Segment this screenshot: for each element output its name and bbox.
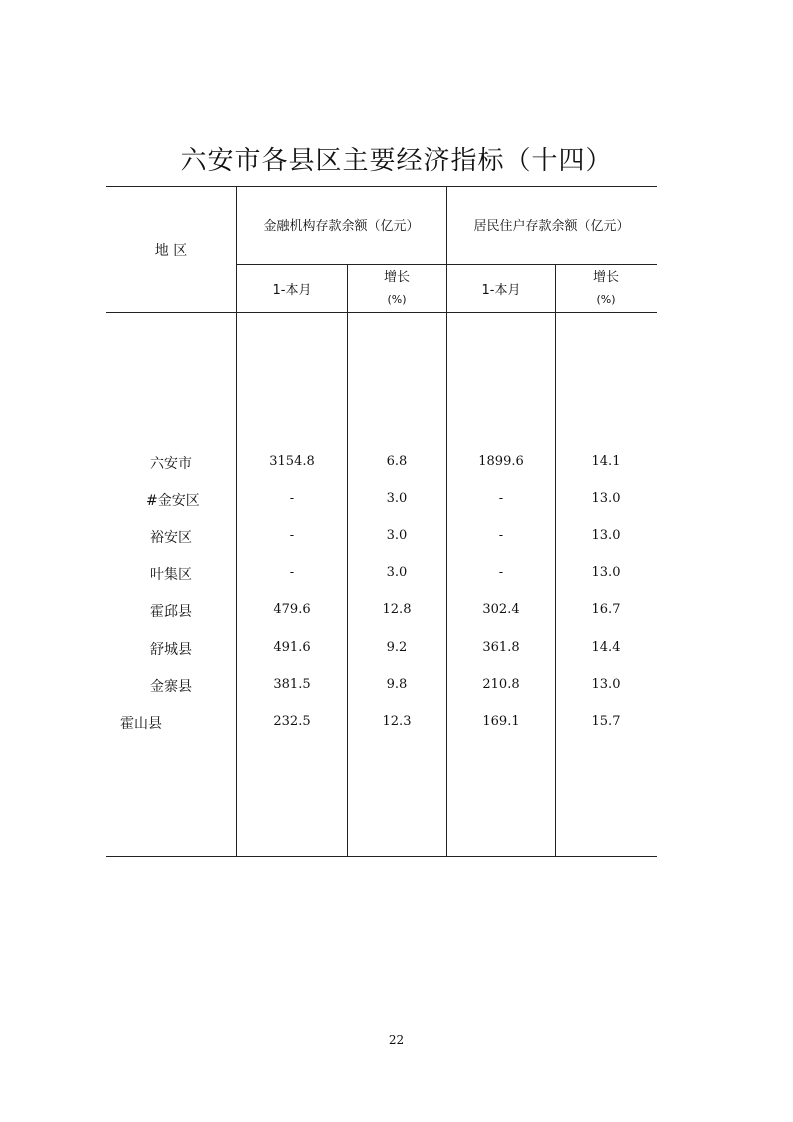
row-fin-value: 3154.8 <box>269 454 315 469</box>
row-region: #金安区 <box>146 493 200 509</box>
header-mid-rule <box>237 264 657 265</box>
header-financial-deposits: 金融机构存款余额（亿元） <box>263 219 420 234</box>
row-res-value: 1899.6 <box>478 454 524 469</box>
row-fin-growth: 9.2 <box>386 640 408 655</box>
row-fin-growth: 3.0 <box>386 491 408 506</box>
row-region: 霍山县 <box>120 716 162 732</box>
row-fin-growth: 12.8 <box>382 602 412 617</box>
row-fin-growth: 6.8 <box>386 454 408 469</box>
row-res-growth: 13.0 <box>591 677 621 692</box>
col-divider-4 <box>555 264 556 856</box>
row-region: 裕安区 <box>150 530 192 546</box>
col-divider-2 <box>347 264 348 856</box>
row-fin-growth: 3.0 <box>386 565 408 580</box>
row-res-growth: 13.0 <box>591 491 621 506</box>
header-res-growth <box>556 270 656 308</box>
row-region: 金寨县 <box>150 679 192 695</box>
row-region: 六安市 <box>150 456 192 472</box>
row-region: 舒城县 <box>150 642 192 658</box>
header-fin-growth-unit: (%) <box>387 293 407 306</box>
header-region: 地 区 <box>154 243 188 259</box>
page-number: 22 <box>388 1033 405 1047</box>
row-res-growth: 16.7 <box>591 602 621 617</box>
row-res-growth: 15.7 <box>591 714 621 729</box>
row-region: 霍邱县 <box>150 604 192 620</box>
header-bottom-rule <box>106 312 657 313</box>
table-top-rule <box>106 186 657 187</box>
header-fin-growth <box>348 270 446 308</box>
table-bottom-rule <box>106 856 657 857</box>
row-region: 叶集区 <box>150 567 192 583</box>
header-resident-deposits: 居民住户存款余额（亿元） <box>473 219 630 234</box>
row-fin-value: - <box>289 528 295 543</box>
row-res-growth: 13.0 <box>591 565 621 580</box>
header-fin-growth-label: 增长 <box>383 270 410 285</box>
page-title: 六安市各县区主要经济指标（十四） <box>180 146 613 176</box>
row-fin-growth: 12.3 <box>382 714 412 729</box>
row-fin-value: - <box>289 491 295 506</box>
row-fin-growth: 3.0 <box>386 528 408 543</box>
row-res-value: 302.4 <box>482 602 520 617</box>
row-fin-growth: 9.8 <box>386 677 408 692</box>
row-res-value: 169.1 <box>482 714 520 729</box>
row-res-growth: 14.1 <box>591 454 621 469</box>
row-res-value: 361.8 <box>482 640 520 655</box>
row-fin-value: 491.6 <box>273 640 311 655</box>
row-res-value: 210.8 <box>482 677 520 692</box>
row-res-growth: 13.0 <box>591 528 621 543</box>
header-res-growth-label: 增长 <box>592 270 619 285</box>
row-fin-value: 479.6 <box>273 602 311 617</box>
row-res-growth: 14.4 <box>591 640 621 655</box>
row-res-value: - <box>498 565 504 580</box>
row-res-value: - <box>498 528 504 543</box>
header-res-growth-unit: (%) <box>596 293 616 306</box>
row-fin-value: 381.5 <box>273 677 311 692</box>
row-fin-value: - <box>289 565 295 580</box>
header-fin-period: 1-本月 <box>272 283 312 298</box>
row-fin-value: 232.5 <box>273 714 311 729</box>
header-res-period: 1-本月 <box>481 283 521 298</box>
row-res-value: - <box>498 491 504 506</box>
